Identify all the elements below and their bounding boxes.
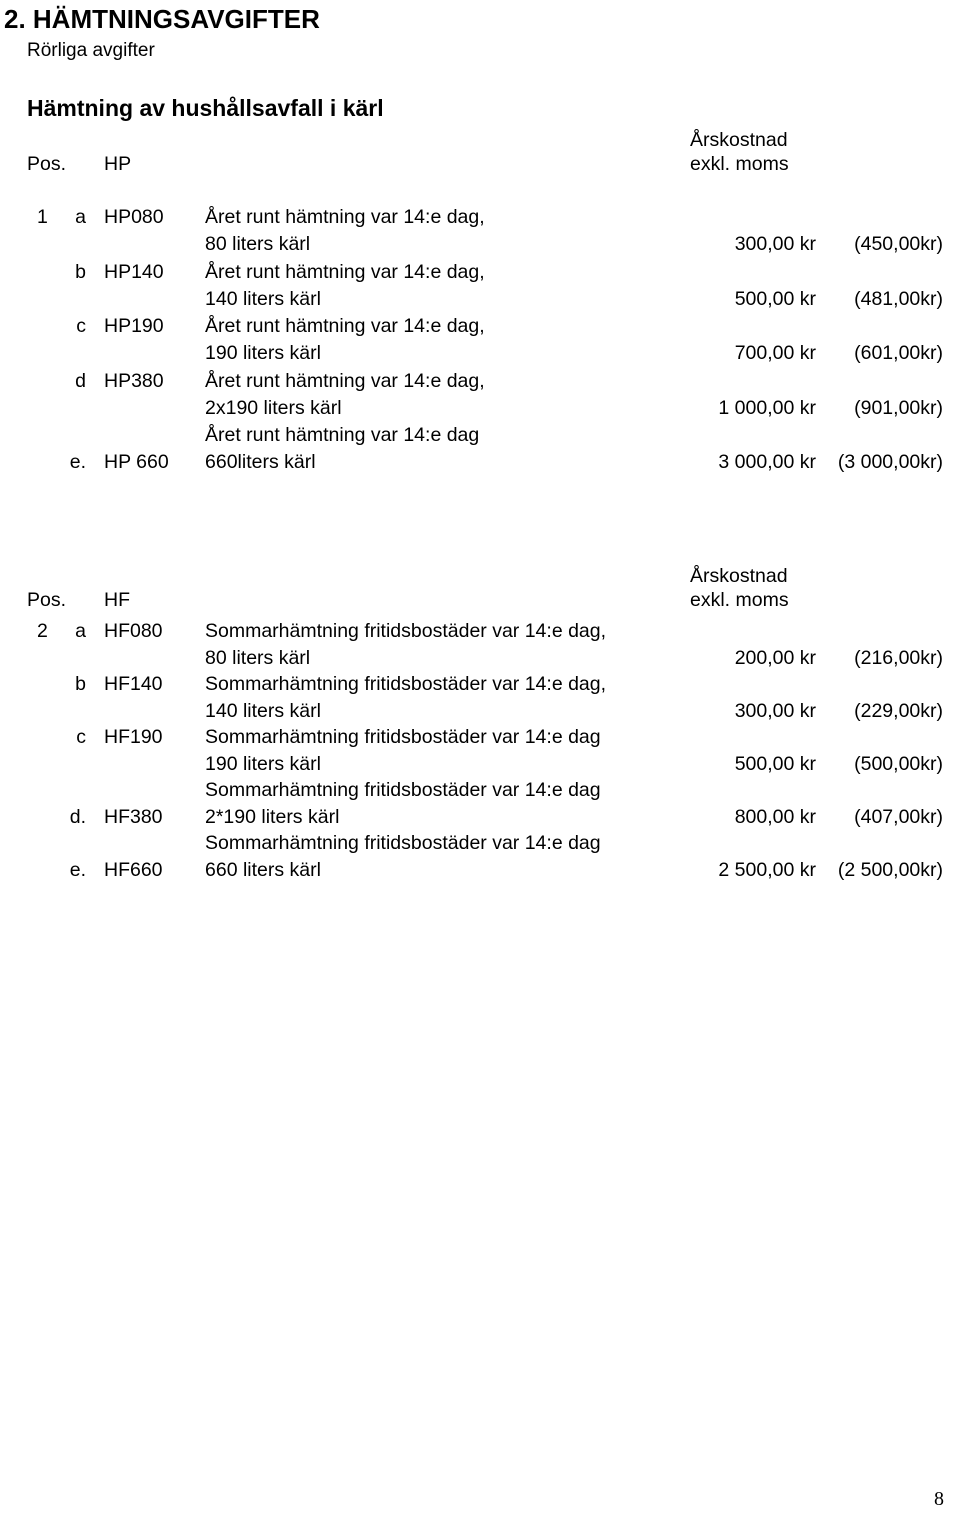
row-annual-cost: 2 500,00 kr: [718, 859, 816, 881]
row-description: Året runt hämtning var 14:e dag,: [205, 260, 485, 283]
table2-cost-header-line1: Årskostnad: [690, 565, 788, 587]
row-code: HP080: [104, 206, 164, 228]
table1-pos-header: Pos.: [27, 153, 67, 175]
row-letter: d.: [69, 806, 86, 828]
row-code: HF380: [104, 806, 163, 828]
row-letter: b: [75, 673, 86, 695]
row-previous-cost: (601,00kr): [854, 342, 943, 364]
row-code: HF190: [104, 726, 163, 748]
page-heading: Hämtning av hushållsavfall i kärl: [27, 95, 384, 121]
row-previous-cost: (500,00kr): [854, 753, 943, 775]
row-container-size: 190 liters kärl: [205, 342, 321, 364]
row-annual-cost: 200,00 kr: [734, 647, 816, 669]
row-description: Sommarhämtning fritidsbostäder var 14:e dag,: [205, 673, 607, 695]
row-container-size: 140 liters kärl: [205, 700, 321, 722]
row-code: HF080: [104, 620, 163, 642]
row-letter: a: [75, 620, 86, 642]
row-number: 2: [37, 620, 48, 642]
row-letter: b: [75, 260, 86, 283]
row-previous-cost: (216,00kr): [854, 647, 943, 669]
row-letter: d: [75, 369, 86, 392]
row-previous-cost: (3 000,00kr): [837, 451, 943, 473]
row-previous-cost: (407,00kr): [854, 806, 943, 828]
row-container-size: 190 liters kärl: [205, 753, 321, 775]
row-code: HF140: [104, 673, 163, 695]
table1-cost-header-line2: exkl. moms: [690, 153, 789, 175]
row-annual-cost: 300,00 kr: [734, 700, 816, 722]
row-container-size: 140 liters kärl: [205, 287, 321, 310]
row-letter: c: [76, 726, 86, 748]
row-previous-cost: (481,00kr): [854, 287, 943, 310]
row-code: HP380: [104, 369, 164, 392]
row-code: HP 660: [104, 451, 169, 473]
section-title: 2. HÄMTNINGSAVGIFTER: [4, 4, 320, 34]
page-number: 8: [934, 1488, 944, 1510]
row-annual-cost: 500,00 kr: [734, 287, 816, 310]
table2-code-header: HF: [104, 589, 130, 611]
row-container-size: 660liters kärl: [205, 451, 316, 473]
row-container-size: 660 liters kärl: [205, 859, 321, 881]
table1-code-header: HP: [104, 153, 132, 175]
row-code: HP140: [104, 260, 164, 283]
row-annual-cost: 1 000,00 kr: [718, 396, 816, 419]
row-description: Året runt hämtning var 14:e dag,: [205, 206, 485, 228]
row-annual-cost: 500,00 kr: [734, 753, 816, 775]
row-code: HF660: [104, 859, 163, 881]
row-description: Sommarhämtning fritidsbostäder var 14:e dag: [205, 726, 601, 748]
subtitle: Rörliga avgifter: [27, 40, 155, 61]
row-container-size: 80 liters kärl: [205, 233, 311, 255]
row-description: Sommarhämtning fritidsbostäder var 14:e dag: [205, 832, 601, 854]
row-description: Sommarhämtning fritidsbostäder var 14:e dag: [205, 779, 601, 801]
row-container-size: 2x190 liters kärl: [205, 396, 342, 419]
row-annual-cost: 700,00 kr: [734, 342, 816, 364]
row-letter: e.: [69, 859, 86, 881]
row-description: Året runt hämtning var 14:e dag: [205, 424, 480, 446]
table2-pos-header: Pos.: [27, 589, 67, 611]
row-previous-cost: (229,00kr): [854, 700, 943, 722]
row-number: 1: [37, 206, 48, 228]
row-previous-cost: (450,00kr): [854, 233, 943, 255]
row-annual-cost: 300,00 kr: [734, 233, 816, 255]
row-annual-cost: 800,00 kr: [734, 806, 816, 828]
row-letter: a: [75, 206, 86, 228]
table1-cost-header-line1: Årskostnad: [690, 129, 788, 151]
row-letter: c: [76, 315, 86, 337]
row-description: Året runt hämtning var 14:e dag,: [205, 369, 485, 392]
row-previous-cost: (901,00kr): [854, 396, 943, 419]
row-letter: e.: [69, 451, 86, 473]
row-container-size: 80 liters kärl: [205, 647, 311, 669]
row-container-size: 2*190 liters kärl: [205, 806, 340, 828]
row-description: Året runt hämtning var 14:e dag,: [205, 315, 485, 337]
row-description: Sommarhämtning fritidsbostäder var 14:e dag,: [205, 620, 607, 642]
row-annual-cost: 3 000,00 kr: [718, 451, 816, 473]
row-code: HP190: [104, 315, 164, 337]
table2-cost-header-line2: exkl. moms: [690, 589, 789, 611]
row-previous-cost: (2 500,00kr): [837, 859, 943, 881]
